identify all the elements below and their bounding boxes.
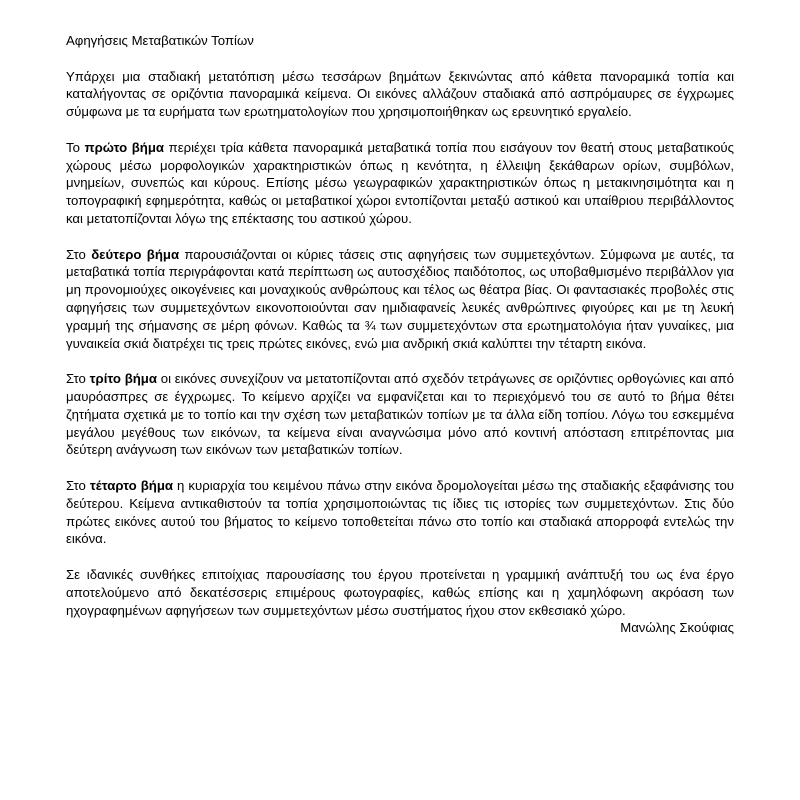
step4-text: η κυριαρχία του κειμένου πάνω στην εικόνα δρομολογείται μέσω της σταδιακής εξαφάνισης του δεύτερου. Κείμενα αντικαθιστούν τα τοπία χρησιμοποιώντας τις ίδιες τις ιστορίες των συμμετεχόντων. Στις δύο πρώτες εικόνες αυτού του βήματος το κείμενο τοποθετείται πάνω στο τοπίο και σταδιακά απορροφά εντελώς την εικόνα. <box>66 477 734 547</box>
closing-paragraph: Σε ιδανικές συνθήκες επιτοίχιας παρουσίασης του έργου προτείνεται η γραμμική ανάπτυξή του ως ένα έργο αποτελούμενο από δεκατέσσερις επιμέρους φωτογραφίες, καθώς επίσης και η χαμηλόφωνη ακρόαση των ηχογραφημένων αφηγήσεων των συμμετεχόντων μέσω συστήματος ήχου στον εκθεσιακό χώρο. <box>66 566 734 618</box>
step2-lead: Στο <box>66 246 92 262</box>
step4-heading: τέταρτο βήμα <box>89 477 174 493</box>
step2-text: παρουσιάζονται οι κύριες τάσεις στις αφηγήσεις των συμμετεχόντων. Σύμφωνα με αυτές, τα μεταβατικά τοπία περιγράφονται κατά περίπτωση ως αυτοσχέδιος παιδότοπος, ως υποβαθμισμένο περιβάλλον για μη προνομιούχες οικογένειες και μοναχικούς ανθρώπους και τέλος ως θέατρα βίας. Οι φαντασιακές προβολές στις αφηγήσεις των συμμετεχόντων εικονοποιούνται σαν ημιδιαφανείς λευκές ανθρώπινες φιγούρες και με τη λευκή γραμμή της σήμανσης σε μέρη φόνων. Καθώς τα ¾ των συμμετεχόντων στα ερωτηματολόγια ήταν γυναίκες, μια γυναικεία σκιά διατρέχει τις τρεις πρώτες εικόνες, ενώ μια ανδρική σκιά καλύπτει την τέταρτη εικόνα. <box>66 246 735 351</box>
step1-text: περιέχει τρία κάθετα πανοραμικά μεταβατικά τοπία που εισάγουν τον θεατή στους μεταβατικούς χώρους μέσω μορφολογικών χαρακτηριστικών όπως η κενότητα, η έλλειψη ξεκάθαρων ορίων, συμβόλων, μνημείων, συνεπώς και κύρους. Επίσης μέσω γεωγραφικών χαρακτηριστικών όπως η μετακινησιμότητα και η τοπογραφική εφημερότητα, καθώς οι μεταβατικοί χώροι εντοπίζονται μεταξύ αστικού και υπαίθριου περιβάλλοντος και μετατοπίζονται λόγω της επέκτασης του αστικού χώρου. <box>66 139 734 226</box>
step3-lead: Στο <box>66 371 90 387</box>
step3-paragraph <box>66 370 734 459</box>
step1-heading: πρώτο βήμα <box>84 139 165 155</box>
step1-paragraph <box>66 139 734 228</box>
step1-lead: Το <box>66 139 85 155</box>
step3-heading: τρίτο βήμα <box>89 371 157 387</box>
step2-paragraph <box>66 246 734 353</box>
author-signature: Μανώλης Σκούφιας <box>620 620 734 636</box>
step2-heading: δεύτερο βήμα <box>91 246 180 262</box>
step4-lead: Στο <box>66 477 90 493</box>
document-title: Αφηγήσεις Μεταβατικών Τοπίων <box>66 33 254 48</box>
intro-paragraph: Υπάρχει μια σταδιακή μετατόπιση μέσω τεσσάρων βημάτων ξεκινώντας από κάθετα πανοραμικά τοπία και καταλήγοντας σε οριζόντια πανοραμικά κείμενα. Οι εικόνες αλλάζουν σταδιακά από ασπρόμαυρες σε έγχρωμες σύμφωνα με τα ευρήματα των ερωτηματολογίων που χρησιμοποιήθηκαν ως ερευνητικό εργαλείο. <box>66 68 734 120</box>
step3-text: οι εικόνες συνεχίζουν να μετατοπίζονται από σχεδόν τετράγωνες σε οριζόντιες ορθογώνιες και από μαυρόασπρες σε έγχρωμες. Το κείμενο αρχίζει να εμφανίζεται και το περιεχόμενό του σε αυτό το βήμα θέτει ζητήματα σχετικά με το τοπίο και την σχέση των μεταβατικών τοπίων με τα άλλα είδη τοπίου. Λόγω του εσκεμμένα μεγάλου μεγέθους των εικόνων, τα κείμενα είναι αναγνώσιμα μόνο από κοντινή απόσταση επιτρέποντας μια δεύτερη ανάγνωση των εικόνων των μεταβατικών τοπίων. <box>66 371 734 458</box>
step4-paragraph <box>66 477 734 548</box>
